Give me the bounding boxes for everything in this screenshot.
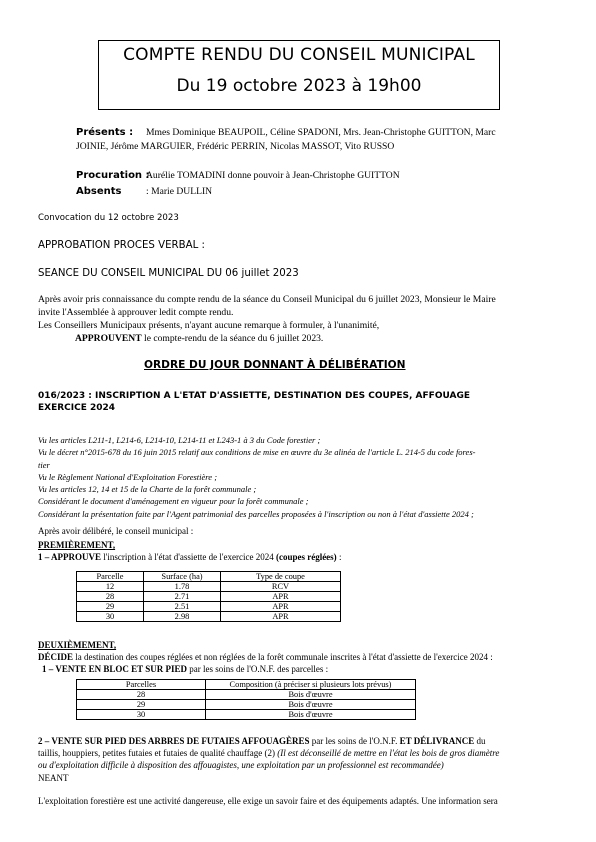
seance-heading: SEANCE DU CONSEIL MUNICIPAL DU 06 juillet 2023 [38,268,299,279]
decide-line: DÉCIDE la destination des coupes réglées et non réglées de la forêt communale inscrites à l'état d'assiette de l'exercice 2024 : [38,652,493,662]
vu-line: Vu le Règlement National d'Exploitation Forestière ; [38,471,218,482]
document-title: COMPTE RENDU DU CONSEIL MUNICIPAL [123,45,475,65]
absents-label: Absents [76,186,122,197]
vu-line: Considérant la présentation faite par l'Agent patrimonial des parcelles proposées à l'inscription ou non à l'état d'assiette 2024 ; [38,508,474,519]
item-heading-line1: 016/2023 : INSCRIPTION A L'ETAT D'ASSIETTE, DESTINATION DES COUPES, AFFOUAGE [38,391,470,401]
vente-affouage-line2: taillis, houppiers, petites futaies et futaies de qualité chauffage (2) (Il est déconseillé de mettre en l'état les bois de gros diamètre [38,748,500,759]
seance-paragraph [38,293,578,345]
approbation-heading: APPROBATION PROCES VERBAL : [38,240,205,251]
convocation-date: Convocation du 12 octobre 2023 [38,213,179,223]
column-header: Surface (ha) [144,572,221,582]
table-row: 12 1.78 RCV [77,582,341,592]
parcelles-table [76,571,341,622]
table-row: 30 Bois d'œuvre [77,710,416,720]
vente-table [76,679,416,720]
neant: NEANT [38,772,69,783]
table-row: 28 Bois d'œuvre [77,690,416,700]
vente-affouage-line3: ou d'exploitation difficile à disposition des affouagistes, une exploitation par un professionnel est recommandée) [38,760,444,771]
seance-line4: APPROUVENT le compte-rendu de la séance du 6 juillet 2023. [75,333,324,344]
vente-bloc-line: 1 – VENTE EN BLOC ET SUR PIED par les soins de l'O.N.F. des parcelles : [42,664,329,674]
vu-line: Vu les articles L211-1, L214-6, L214-10, L214-11 et L243-1 à 3 du Code forestier ; [38,435,321,445]
deuxiemement-label: DEUXIÈMEMENT, [38,640,117,650]
column-header: Parcelles [77,680,206,690]
column-header: Composition (à préciser si plusieurs lots prévus) [206,680,416,690]
procuration-label: Procuration : [76,170,150,181]
table-row: 30 2.98 APR [77,612,341,622]
presents-line1: Mmes Dominique BEAUPOIL, Céline SPADONI, Mrs. Jean-Christophe GUITTON, Marc [146,127,496,138]
seance-line2: invite l'Assemblée à approuver ledit compte rendu. [38,307,234,318]
presents-label: Présents : [76,127,134,138]
ordre-du-jour-heading: ORDRE DU JOUR DONNANT À DÉLIBÉRATION [144,359,406,371]
table-header [77,680,416,690]
table-row: 29 2.51 APR [77,602,341,612]
vu-line: Considérant le document d'aménagement en vigueur pour la forêt communale ; [38,496,309,507]
vente-affouage-line1: 2 – VENTE SUR PIED DES ARBRES DE FUTAIES AFFOUAGÈRES par les soins de l'O.N.F. ET DÉLIVRANCE du [38,736,486,746]
vu-line: tier [38,459,50,470]
table-row: 28 2.71 APR [77,592,341,602]
column-header: Parcelle [77,572,144,582]
vente-affouage-paragraph [38,735,499,784]
seance-line1: Après avoir pris connaissance du compte rendu de la séance du Conseil Municipal du 6 juillet 2023, Monsieur le Maire [38,294,496,305]
legal-references [38,434,586,520]
table-row: 29 Bois d'œuvre [77,700,416,710]
seance-line3: Les Conseillers Municipaux présents, n'ayant aucune remarque à formuler, à l'unanimité, [38,320,380,331]
absents-text: : Marie DULLIN [146,186,213,197]
table-header [77,572,341,582]
meeting-date: Du 19 octobre 2023 à 19h00 [176,76,422,96]
title-box [98,40,500,110]
vu-line: Vu le décret n°2015-678 du 16 juin 2015 relatif aux conditions de mise en œuvre du 3e alinéa de l'article L. 214-5 du code fores- [38,447,476,458]
item-heading [38,390,470,414]
presents-line2: JOINIE, Jérôme MARGUIER, Frédéric PERRIN, Nicolas MASSOT, Vito RUSSO [76,141,395,152]
procuration-text: Aurélie TOMADINI donne pouvoir à Jean-Christophe GUITTON [146,170,400,181]
column-header: Type de coupe [221,572,341,582]
premierement-label: PREMIÈREMENT, [38,540,116,550]
premierement-line: 1 – APPROUVE l'inscription à l'état d'assiette de l'exercice 2024 (coupes réglées) : [38,552,342,562]
apres-deliberation: Après avoir délibéré, le conseil municipal : [38,526,194,536]
vu-line: Vu les articles 12, 14 et 15 de la Charte de la forêt communale ; [38,484,257,495]
exploitation-notice: L'exploitation forestière est une activité dangereuse, elle exige un savoir faire et des équipements adaptés. Une information sera [38,796,498,806]
item-heading-line2: EXERCICE 2024 [38,403,116,413]
